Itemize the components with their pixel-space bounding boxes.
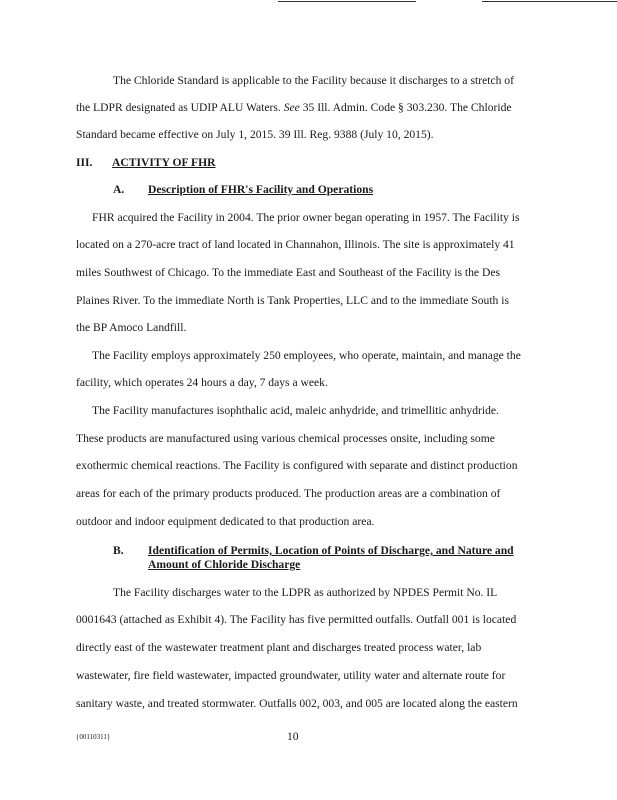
document-id: {00110311} bbox=[76, 733, 111, 741]
page-number: 10 bbox=[287, 730, 299, 743]
body-line: outdoor and indoor equipment dedicated to that production area. bbox=[76, 515, 375, 528]
body-line: The Facility employs approximately 250 employees, who operate, maintain, and manage the bbox=[92, 349, 521, 362]
body-line: The Facility manufactures isophthalic acid, maleic anhydride, and trimellitic anhydride. bbox=[92, 404, 499, 417]
body-line: the BP Amoco Landfill. bbox=[76, 321, 187, 334]
subsection-letter: A. bbox=[113, 183, 125, 196]
body-line: 0001643 (attached as Exhibit 4). The Facility has five permitted outfalls. Outfall 001 is located bbox=[76, 613, 517, 626]
body-line: exothermic chemical reactions. The Facility is configured with separate and distinct production bbox=[76, 459, 518, 472]
section-title: ACTIVITY OF FHR bbox=[112, 156, 216, 169]
subsection-letter: B. bbox=[113, 544, 124, 557]
body-line: located on a 270-acre tract of land located in Channahon, Illinois. The site is approximately 41 bbox=[76, 238, 515, 251]
body-line: These products are manufactured using various chemical processes onsite, including some bbox=[76, 432, 495, 445]
body-line: Standard became effective on July 1, 2015. 39 Ill. Reg. 9388 (July 10, 2015). bbox=[76, 128, 434, 141]
top-rule-left bbox=[278, 1, 416, 2]
body-line: the LDPR designated as UDIP ALU Waters. See 35 Ill. Admin. Code § 303.230. The Chloride bbox=[76, 101, 512, 114]
section-numeral: III. bbox=[76, 156, 93, 169]
body-line: facility, which operates 24 hours a day, 7 days a week. bbox=[76, 376, 328, 389]
body-line: sanitary waste, and treated stormwater. Outfalls 002, 003, and 005 are located along the eastern bbox=[76, 697, 518, 710]
body-line: miles Southwest of Chicago. To the immediate East and Southeast of the Facility is the Des bbox=[76, 266, 501, 279]
body-line: Plaines River. To the immediate North is Tank Properties, LLC and to the immediate South is bbox=[76, 294, 509, 307]
body-line: wastewater, fire field wastewater, impacted groundwater, utility water and alternate route for bbox=[76, 669, 506, 682]
subsection-title: Identification of Permits, Location of Points of Discharge, and Nature and bbox=[148, 544, 514, 557]
body-line: areas for each of the primary products produced. The production areas are a combination of bbox=[76, 487, 501, 500]
body-line: directly east of the wastewater treatment plant and discharges treated process water, lab bbox=[76, 641, 482, 654]
body-line: The Facility discharges water to the LDPR as authorized by NPDES Permit No. IL bbox=[113, 586, 498, 599]
subsection-title-cont: Amount of Chloride Discharge bbox=[148, 558, 301, 571]
subsection-title: Description of FHR's Facility and Operations bbox=[148, 183, 374, 196]
body-line: FHR acquired the Facility in 2004. The prior owner began operating in 1957. The Facility is bbox=[92, 211, 520, 224]
body-line: The Chloride Standard is applicable to the Facility because it discharges to a stretch of bbox=[113, 74, 514, 87]
top-rule-right bbox=[482, 1, 617, 2]
